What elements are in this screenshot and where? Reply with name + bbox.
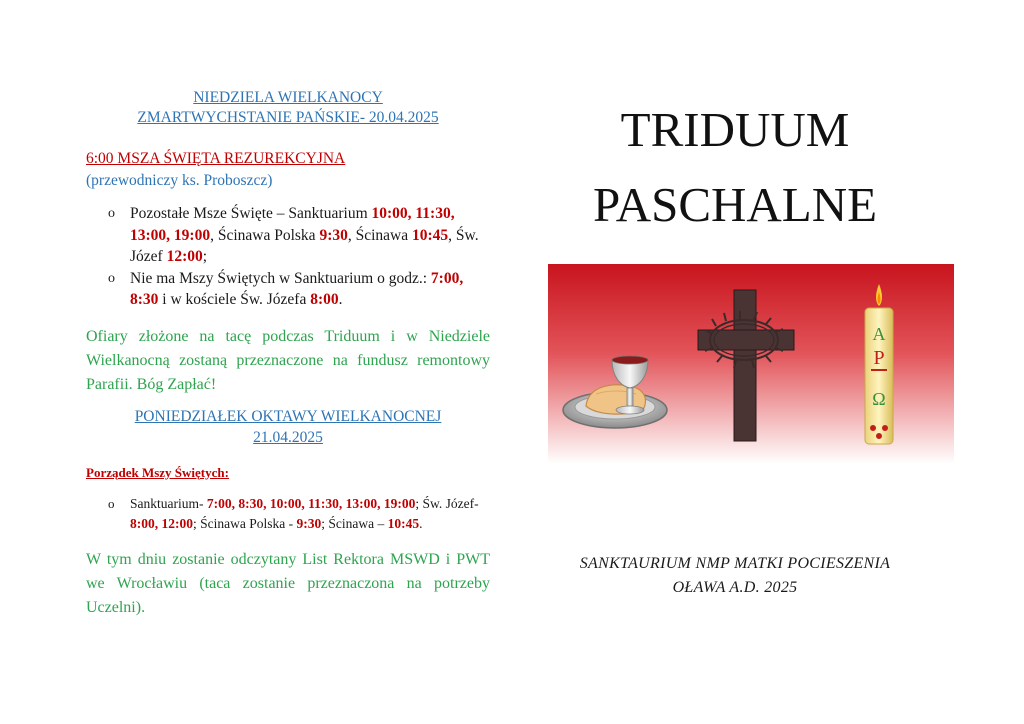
bullet2-text2: i w kościele Św. Józefa: [158, 291, 311, 308]
list-item: [86, 494, 490, 534]
title-line2: PASCHALNE: [592, 177, 878, 232]
bullet3-text4: ; Ścinawa –: [321, 515, 388, 531]
left-column: [86, 88, 490, 620]
mass-order-heading: Porządek Mszy Świętych:: [86, 464, 229, 480]
bullet1-text: Pozostałe Msze Święte – Sanktuarium: [130, 205, 372, 222]
bullet3-text5: .: [419, 515, 423, 531]
offerings-note: Ofiary złożone na tacę podczas Triduum i w Niedziele Wielkanocną zostaną przeznaczone na fundusz remontowy Parafii. Bóg Zapłać!: [86, 327, 490, 393]
easter-banner: [548, 264, 954, 464]
monday-heading: [86, 406, 490, 448]
paschal-candle-icon: [865, 284, 893, 444]
bullet1-text5: ;: [202, 248, 208, 265]
resurrection-mass: 6:00 MSZA ŚWIĘTA REZUREKCYJNA: [86, 150, 346, 167]
candle-alpha: A: [872, 324, 886, 344]
footer-line1: SANKTAURIUM NMP MATKI POCIESZENIA: [579, 555, 891, 572]
bullet1-times2: 9:30: [319, 226, 348, 244]
bullet3-times: 7:00, 8:30, 10:00, 11:30, 13:00, 19:00: [206, 495, 416, 511]
bullet3-text3: ; Ścinawa Polska -: [193, 515, 297, 531]
monday-heading-line2: 21.04.2025: [253, 428, 323, 446]
bullet-icon: o: [108, 206, 115, 221]
bullet2-text3: .: [338, 291, 343, 308]
bullet2-times2: 8:00: [310, 291, 339, 308]
sunday-heading-line2: ZMARTWYCHSTANIE PAŃSKIE- 20.04.2025: [137, 109, 439, 126]
candle-chi-rho: P: [873, 347, 885, 369]
bullet3-times2: 8:00, 12:00: [130, 515, 193, 531]
footer-line2: OŁAWA A.D. 2025: [672, 579, 798, 596]
bullet1-times3: 10:45: [412, 226, 449, 244]
bullet1-text2: , Ścinawa Polska: [210, 226, 320, 244]
list-item: [86, 268, 490, 311]
sunday-mass-list: [86, 203, 490, 311]
sunday-heading: [86, 88, 490, 128]
bullet1-text3: , Ścinawa: [347, 226, 412, 244]
sunday-heading-line1: NIEDZIELA WIELKANOCY: [193, 89, 383, 106]
bullet1-times: 10:00, 11:30, 13:00, 19:00: [130, 205, 455, 244]
bullet3-times4: 10:45: [387, 515, 420, 531]
bullet1-text4: , Św. Józef: [130, 226, 479, 265]
bullet2-text: Nie ma Mszy Świętych w Sanktuarium o godz.:: [130, 269, 431, 287]
bullet1-times4: 12:00: [166, 248, 203, 265]
bullet3-times3: 9:30: [296, 515, 322, 531]
bullet2-times: 7:00, 8:30: [130, 269, 464, 308]
footer-sanctuary: [548, 552, 922, 600]
bullet3-text2: ; Św. Józef-: [415, 495, 479, 511]
bullet-icon: o: [108, 270, 115, 286]
monday-mass-list: [86, 494, 490, 534]
title-line1: TRIDUUM: [620, 102, 850, 157]
presider-note: (przewodniczy ks. Proboszcz): [86, 172, 273, 189]
list-item: [86, 203, 490, 268]
monday-heading-line1: PONIEDZIAŁEK OKTAWY WIELKANOCNEJ: [134, 407, 442, 425]
letter-note: W tym dniu zostanie odczytany List Rektora MSWD i PWT we Wrocławiu (taca zostanie przeznaczona na potrzeby Uczelni).: [86, 550, 490, 616]
page-title: [548, 92, 922, 242]
candle-omega: Ω: [872, 389, 886, 409]
bullet3-text: Sanktuarium-: [130, 495, 207, 511]
bullet-icon: o: [108, 495, 115, 511]
